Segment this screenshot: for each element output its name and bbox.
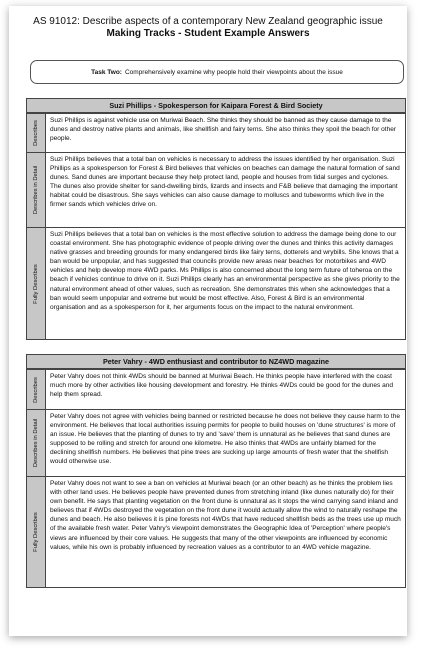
table-row bbox=[27, 152, 405, 227]
task-label: Task Two: bbox=[91, 68, 122, 76]
peter-vahry-table bbox=[26, 354, 406, 588]
row-label: Fully Describes bbox=[33, 263, 39, 304]
row-label-cell bbox=[27, 228, 46, 339]
task-text: Comprehensively examine why people hold their viewpoints about the issue bbox=[124, 68, 343, 76]
document-header bbox=[9, 16, 407, 40]
row-text: Suzi Phillips believes that a total ban on vehicles is the most effective solution to address the damage being done to our coastal environment. She has photographic evidence of people driving over the dunes and thinks this activity damages native grasses and breeding grounds for many endangered birds like fairy terns, dotterels and wrybills. She knows that a ban would be unpopular, and has suggested that councils provide new areas near beaches for motorbikes and 4WD vehicles and help develop more 4WD parks. Ms Phillips is also concerned about the long term future of toheroa on the beach if vehicles continue to drive on it. Suzi Phillips clearly has an environmental perspective as she gives priority to the natural environment ahead of other values, such as recreation. She demonstrates this when she acknowledges that a ban would seem unpopular and extreme but would be most effective. Also, Forest & Bird is an environmental organisation and as a spokesperson for it, her arguments focus on the impact to the natural environment. bbox=[50, 231, 400, 311]
row-label: Describes in Detail bbox=[33, 165, 39, 215]
row-text: Peter Vahry does not want to see a ban on vehicles at Muriwai beach (or an other beach) as he thinks the problem lies with other land uses. He believes people have prevented dunes from stretching inland (like dunes naturally do) for their own benefit. He says that planting vegetation on the front dune is unnatural as it stops the wind carrying sand inland and believes that if 4WDs destroyed the vegetation on the front dune it would actually allow the wind to naturally reshape the dunes and beach. He also believes it is pine forests not 4WDs that have reduced shellfish beds as the trees use up much of the available fresh water. Peter Vahry's viewpoint demonstrates the Geographic Idea of 'Perception' where people's views are influenced by their core values. He suggests that many of the other viewpoints are influenced by economic values, while his own is probably influenced by recreation values as a contributor to an 4WD vehicle magazine. bbox=[50, 480, 401, 551]
document-page bbox=[9, 6, 407, 636]
table-row bbox=[27, 476, 405, 587]
document-subtitle: Making Tracks - Student Example Answers bbox=[106, 28, 310, 39]
row-label: Describes bbox=[33, 120, 39, 146]
table-row bbox=[27, 409, 405, 476]
row-text: Suzi Phillips is against vehicle use on Muriwai Beach. She thinks they should be banned as they cause damage to the dunes and destroy native plants and animals, like shellfish and fairy terns. She also thinks they spoil the beach for other people. bbox=[50, 117, 397, 143]
row-text: Peter Vahry does not think 4WDs should be banned at Muriwai Beach. He thinks people have interfered with the coast much more by other activities like housing development and forestry. He thinks 4WDs could be good for the dunes and help them spread. bbox=[50, 373, 394, 399]
task-box bbox=[30, 60, 404, 84]
row-label-cell bbox=[27, 114, 46, 152]
row-text: Peter Vahry does not agree with vehicles being banned or restricted because he does not believe they cause harm to the environment. He believes that local authorities issuing permits for people to build houses on 'dune structures' is more of an issue. He believes that the planting of dunes to try and 'save' them is unnatural as he believes that sand dunes are supposed to be rolling and stretch for around one kilometre. He also thinks that 4WDs are unfairly blamed for the declining shellfish numbers. He believes that pine trees are sucking up large amounts of fresh water that the shellfish would otherwise use. bbox=[50, 413, 400, 466]
row-label-cell bbox=[27, 153, 46, 227]
suzi-phillips-table bbox=[26, 98, 406, 340]
table-title: Peter Vahry - 4WD enthusiast and contributor to NZ4WD magazine bbox=[27, 355, 405, 369]
row-label-cell bbox=[27, 477, 46, 587]
row-text: Suzi Phillips believes that a total ban on vehicles is necessary to address the issues identified by her organisation. Suzi Phillips as a spokesperson for Forest & Bird believes that vehicles on beaches can damage the natural formation of sand dunes. Sand dunes are important because they help protect land, people and houses from tidal surges and cyclones. The dunes also provide shelter for sand-dwelling birds, lizards and insects and F&B believe that damaging the important habitat could be disastrous. She says vehicles can also cause damage to molluscs and tubeworms which live in the firmer sands which vehicles drive on. bbox=[50, 156, 400, 209]
row-label-cell bbox=[27, 410, 46, 476]
table-title: Suzi Phillips - Spokesperson for Kaipara Forest & Bird Society bbox=[27, 99, 405, 113]
row-label: Fully Describes bbox=[33, 512, 39, 552]
table-row bbox=[27, 227, 405, 339]
row-label-cell bbox=[27, 370, 46, 409]
row-label: Describes bbox=[33, 376, 39, 403]
table-row bbox=[27, 113, 405, 152]
standard-title: AS 91012: Describe aspects of a contemporary New Zealand geographic issue bbox=[33, 16, 383, 27]
row-label: Describes in Detail bbox=[33, 418, 39, 468]
table-row bbox=[27, 369, 405, 409]
